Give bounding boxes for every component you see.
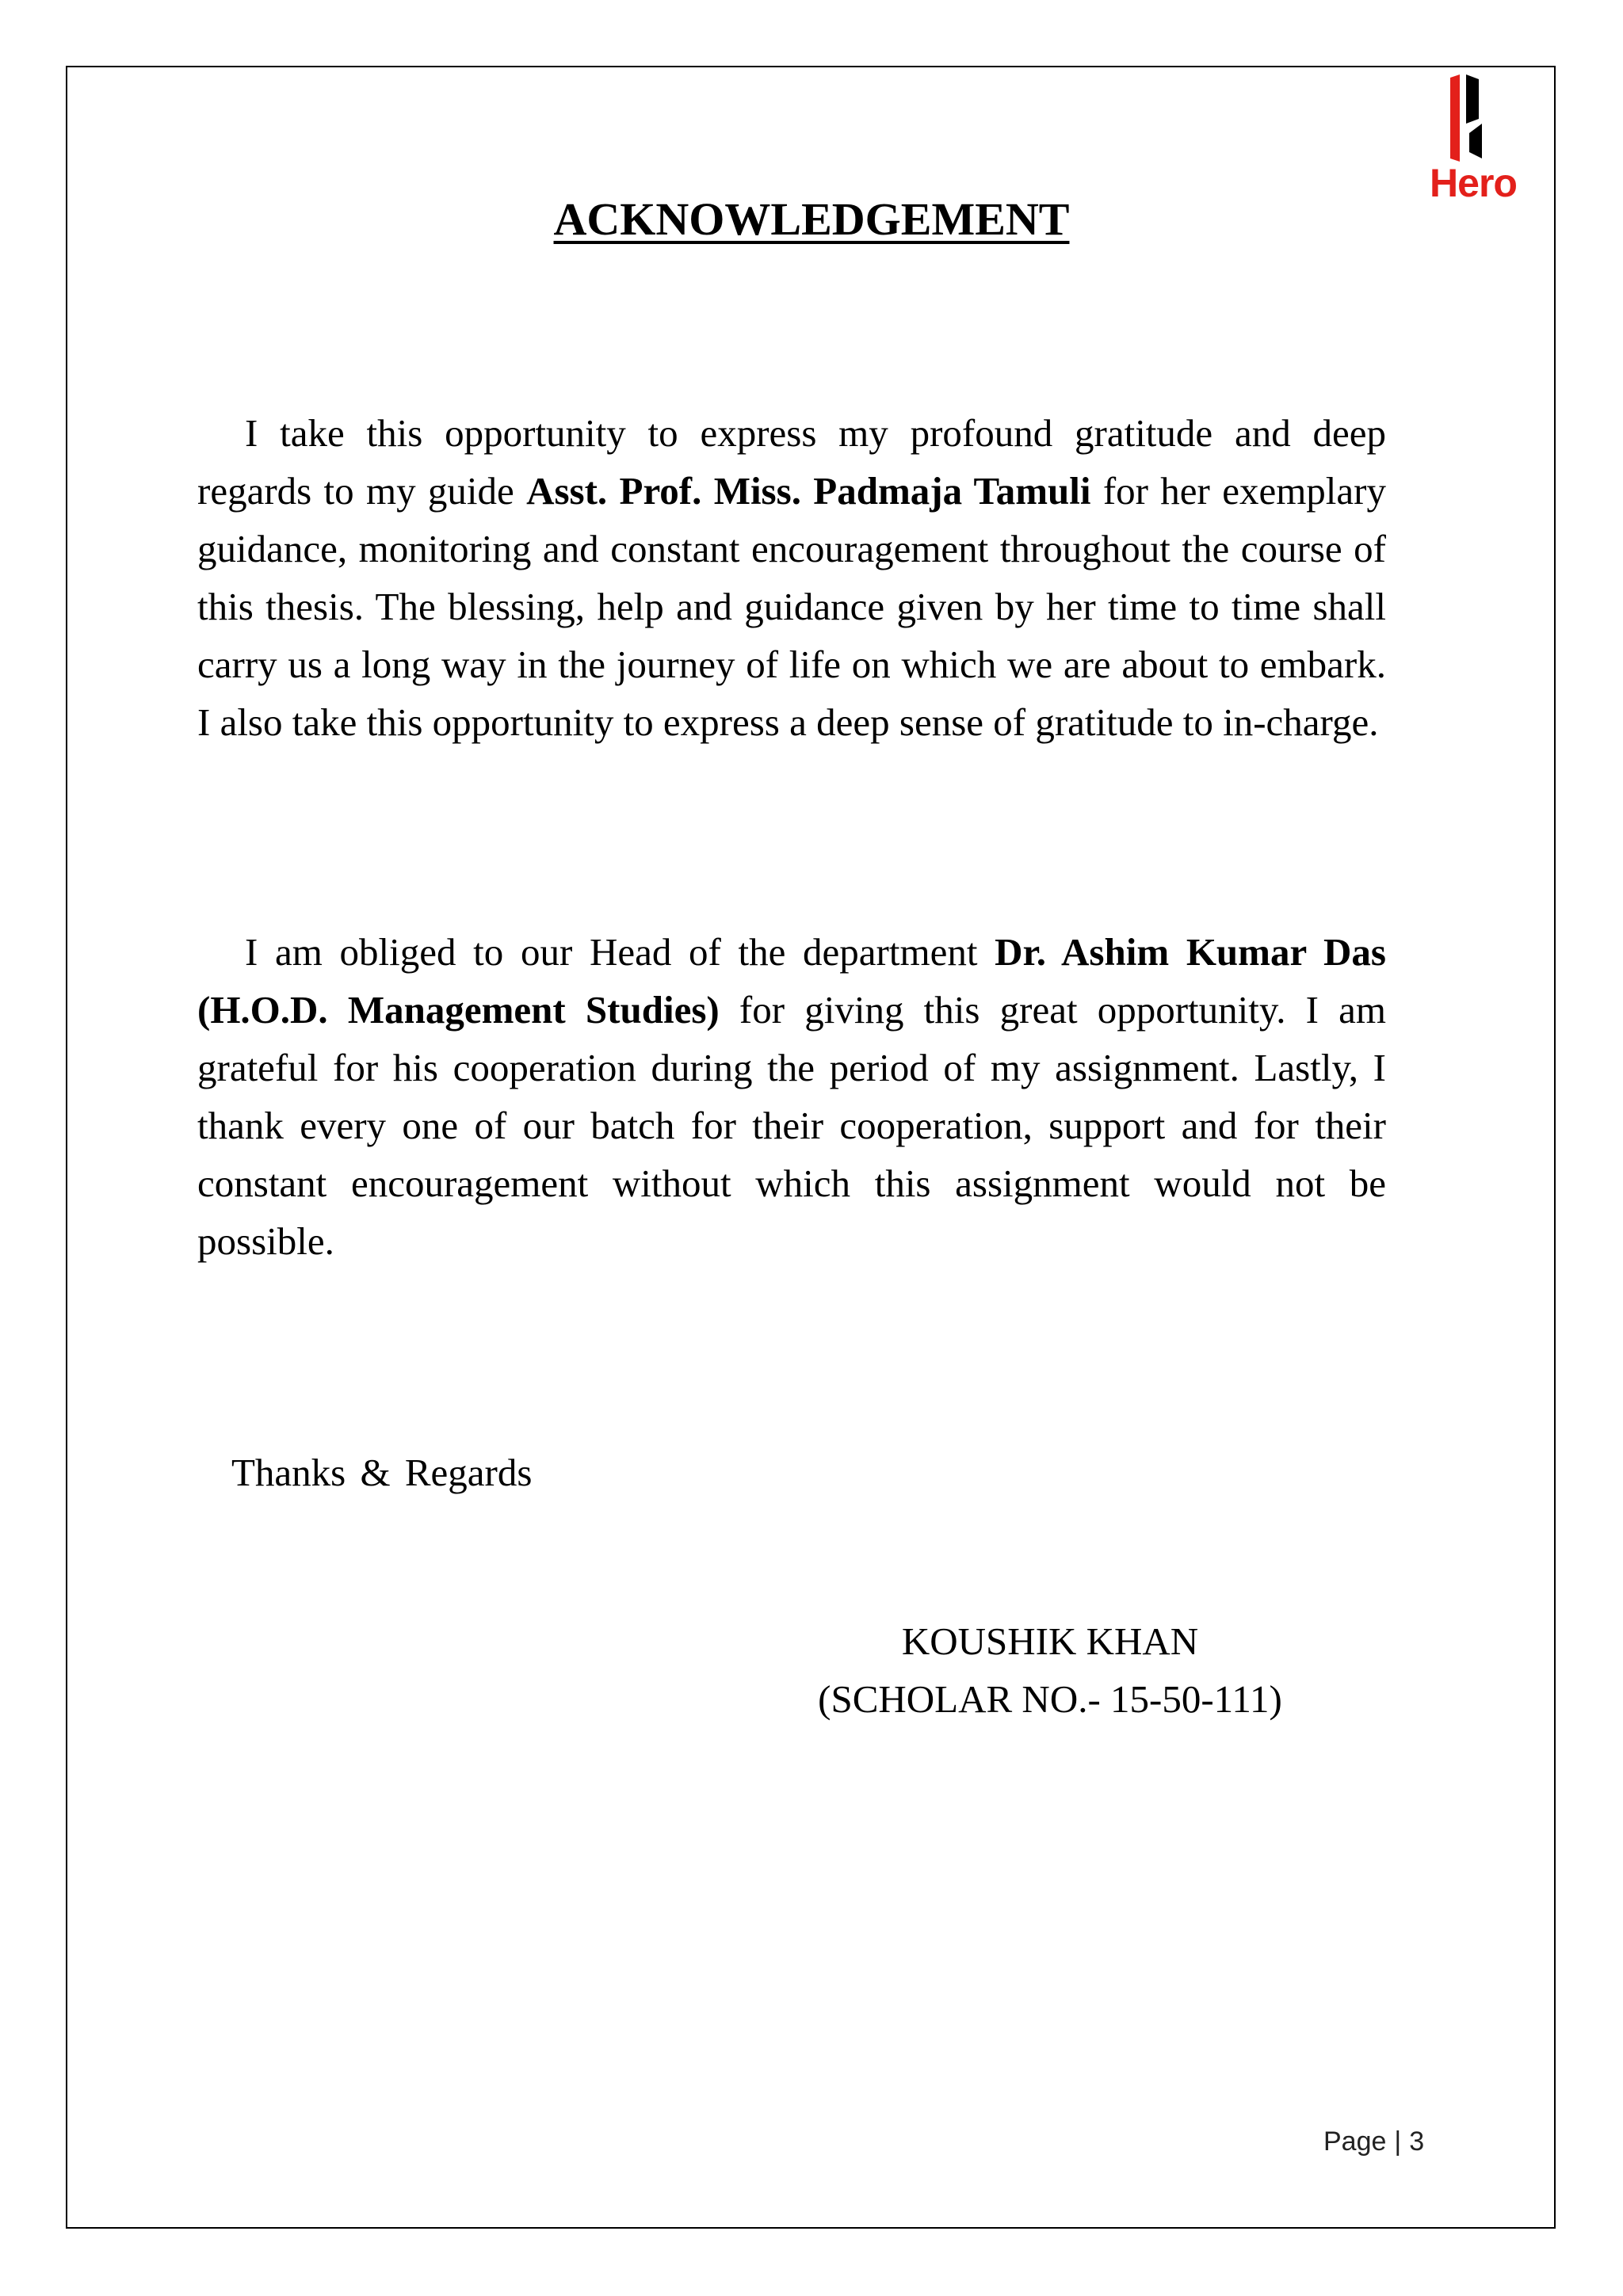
scholar-number: (SCHOLAR NO.- 15-50-111) bbox=[818, 1677, 1282, 1721]
paragraph-1-rest: for her exemplary guidance, monitoring and constant encouragement throughout the course of this thesis. The blessing, help and guidance given by her time to time shall carry us a long way in the journey of life on which we are about to embark. I also take this opportunity to express a deep sense of gratitude to in-charge. bbox=[197, 469, 1386, 744]
acknowledgement-paragraph-2 bbox=[197, 923, 1386, 1270]
page-label: Page bbox=[1323, 2126, 1387, 2157]
hero-logo-wordmark: Hero bbox=[1430, 161, 1517, 205]
author-name: KOUSHIK KHAN bbox=[901, 1619, 1199, 1663]
page-title: ACKNOWLEDGEMENT bbox=[553, 193, 1070, 245]
page-number: 3 bbox=[1409, 2126, 1425, 2157]
page-footer bbox=[1323, 2128, 1424, 2155]
hod-name: Dr. Ashim Kumar Das (H.O.D. Management Studies) bbox=[197, 930, 1386, 1032]
paragraph-2-lead: I am obliged to our Head of the department bbox=[245, 930, 995, 974]
hero-logo-mark-icon bbox=[1447, 74, 1495, 162]
paragraph-1-lead: I take this opportunity to express my profound gratitude and deep regards to my guide bbox=[197, 411, 1386, 513]
signature-block bbox=[785, 1612, 1316, 1728]
paragraph-2-rest: for giving this great opportunity. I am grateful for his cooperation during the period of my assignment. Lastly, I thank every one of our batch for their cooperation, support and for their constant encouragement without which this assignment would not be possible. bbox=[197, 988, 1386, 1263]
acknowledgement-paragraph-1 bbox=[197, 404, 1386, 751]
guide-name: Asst. Prof. Miss. Padmaja Tamuli bbox=[526, 469, 1091, 513]
hero-logo bbox=[1422, 74, 1525, 209]
page-separator: | bbox=[1394, 2126, 1402, 2157]
closing-regards: Thanks & Regards bbox=[231, 1451, 533, 1494]
